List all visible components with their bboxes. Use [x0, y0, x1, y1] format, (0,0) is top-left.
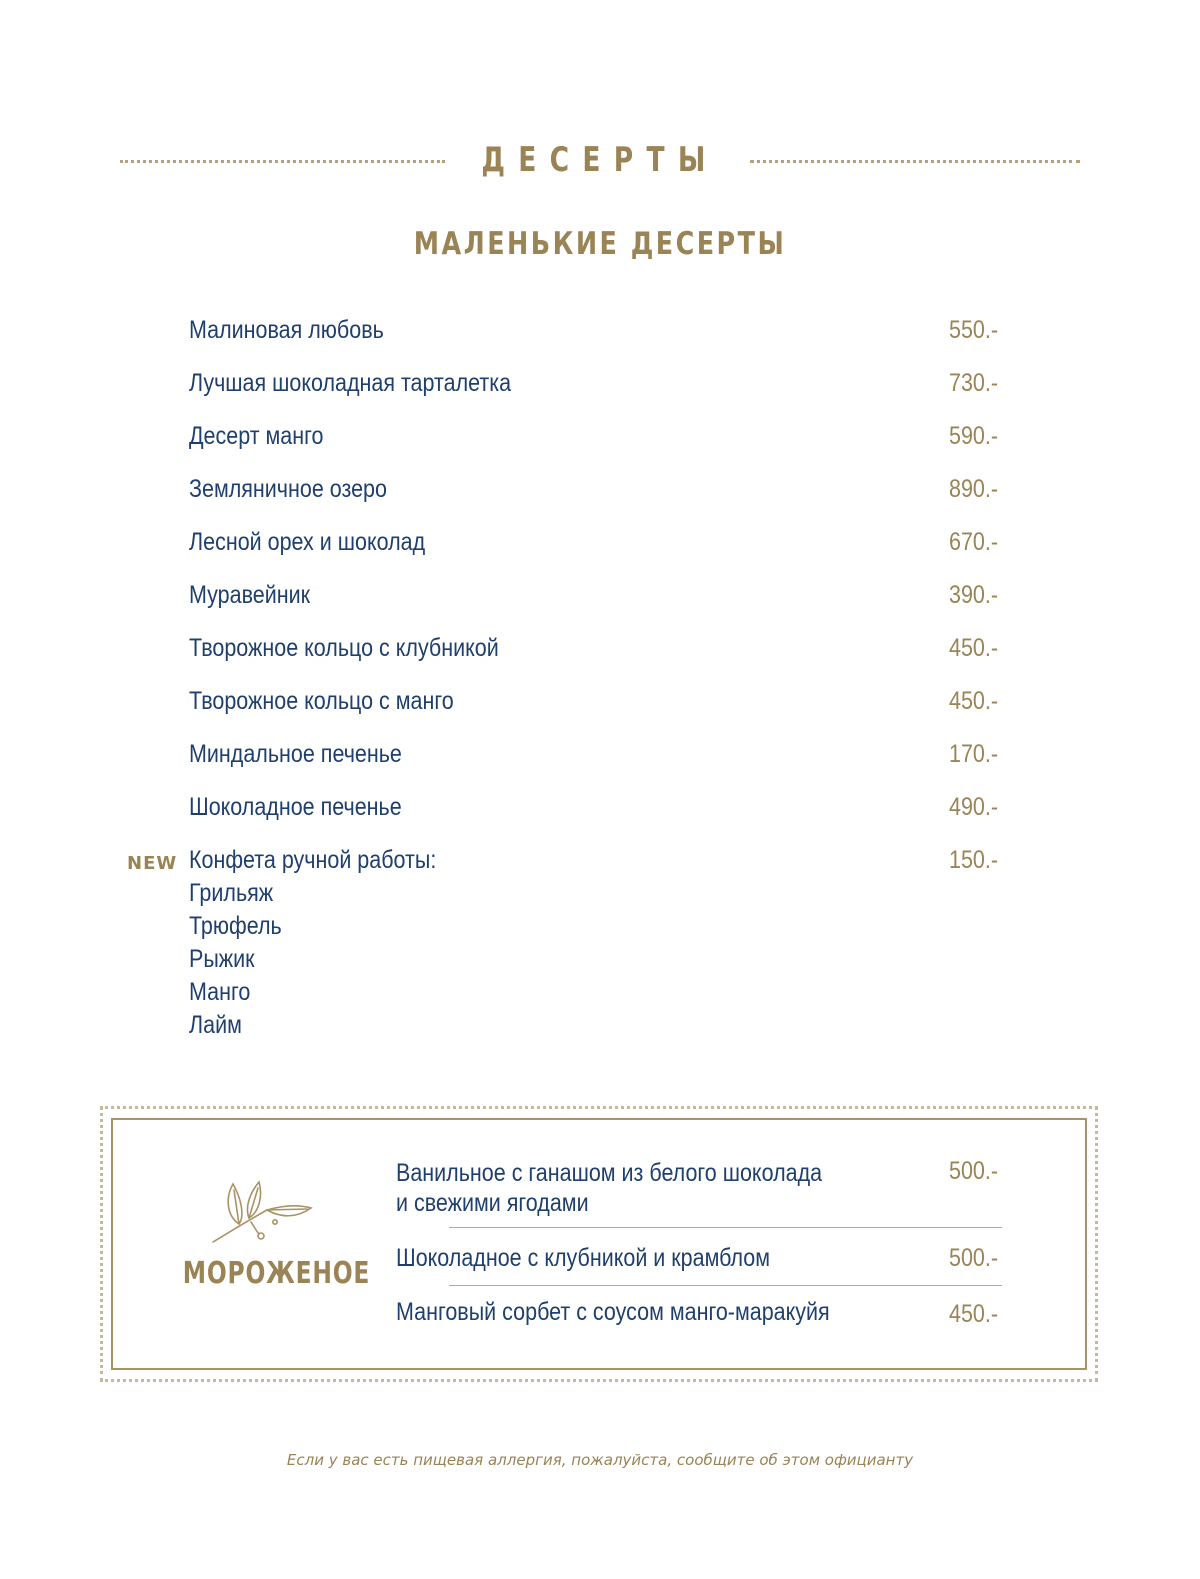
ice-cream-item-name-line2: и свежими ягодами — [396, 1189, 589, 1217]
ice-cream-item-name: Ванильное с ганашом из белого шоколада — [396, 1159, 823, 1187]
section-header — [120, 140, 1080, 184]
candy-variety: Грильяж — [189, 879, 274, 907]
menu-item-name: Творожное кольцо с клубникой — [189, 634, 499, 662]
menu-item-name: Малиновая любовь — [189, 316, 384, 344]
menu-item-name: Лучшая шоколадная тарталетка — [189, 369, 512, 397]
dotted-divider-right — [750, 160, 1080, 163]
subsection-title: МАЛЕНЬКИЕ ДЕСЕРТЫ — [413, 226, 787, 262]
candy-item-price: 150.- — [949, 846, 999, 874]
menu-item-name: Земляничное озеро — [189, 475, 387, 503]
ice-cream-item-price: 450.- — [949, 1300, 999, 1328]
menu-item-price: 890.- — [949, 475, 999, 503]
ice-cream-item-name: Манговый сорбет с соусом манго-маракуйя — [396, 1298, 830, 1326]
ice-cream-item-price: 500.- — [949, 1244, 999, 1272]
menu-item-price: 450.- — [949, 634, 999, 662]
menu-item-price: 450.- — [949, 687, 999, 715]
menu-item-name: Шоколадное печенье — [189, 793, 402, 821]
new-badge: NEW — [127, 853, 178, 874]
leaf-sprig-icon — [205, 1176, 315, 1248]
section-title: ДЕСЕРТЫ — [481, 140, 719, 180]
menu-item-price: 730.- — [949, 369, 999, 397]
menu-item-price: 550.- — [949, 316, 999, 344]
menu-item-price: 390.- — [949, 581, 999, 609]
menu-item-name: Муравейник — [189, 581, 311, 609]
candy-variety: Трюфель — [189, 912, 282, 940]
candy-variety: Рыжик — [189, 945, 255, 973]
menu-item-name: Миндальное печенье — [189, 740, 402, 768]
menu-item-price: 590.- — [949, 422, 999, 450]
candy-variety: Манго — [189, 978, 251, 1006]
ice-cream-item-price: 500.- — [949, 1157, 999, 1185]
ice-cream-title: МОРОЖЕНОЕ — [182, 1256, 371, 1291]
menu-item-name: Десерт манго — [189, 422, 324, 450]
menu-item-price: 170.- — [949, 740, 999, 768]
menu-item-price: 670.- — [949, 528, 999, 556]
allergy-note: Если у вас есть пищевая аллергия, пожалуйста, сообщите об этом официанту — [286, 1451, 914, 1469]
menu-item-name: Лесной орех и шоколад — [189, 528, 426, 556]
candy-item-name: Конфета ручной работы: — [189, 846, 437, 874]
menu-item-name: Творожное кольцо с манго — [189, 687, 454, 715]
ice-cream-divider — [449, 1285, 1002, 1286]
ice-cream-divider — [449, 1227, 1002, 1228]
ice-cream-item-name: Шоколадное с клубникой и крамблом — [396, 1244, 771, 1272]
menu-item-price: 490.- — [949, 793, 999, 821]
candy-variety: Лайм — [189, 1011, 242, 1039]
